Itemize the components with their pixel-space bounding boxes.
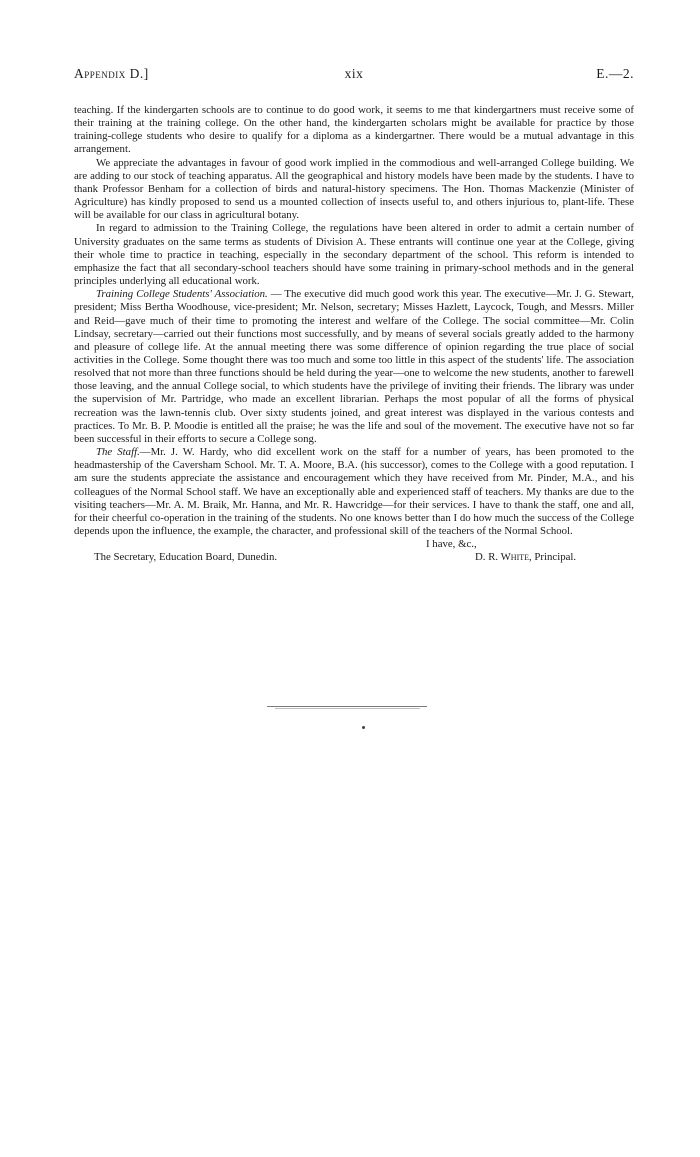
paragraph-building: We appreciate the advantages in favour of good work implied in the commodious and well-arranged College building. We are adding to our stock of teaching apparatus. All the geographical and history models have been made by the students. I have to thank Professor Benham for a collection of birds and natural-history specimens. The Hon. Thomas Mackenzie (Minister of Agriculture) has kindly proposed to send us a mounted collection of insects useful to, and others injurious to, plant-life. These will be available for our class in agricultural botany. <box>74 156 634 222</box>
section-divider-secondary <box>275 708 420 709</box>
staff-text: —Mr. J. W. Hardy, who did excellent work on the staff for a number of years, has been promoted to the headmastership of the Caversham School. Mr. T. A. Moore, B.A. (his successor), comes to the College with a good reputation. I am sure the students appreciate the assistance and encouragement which they have received from Mr. Pinder, M.A., and his colleagues of the Normal School staff. We have an exceptionally able and experienced staff of teachers. My thanks are due to the visiting teachers—Mr. A. M. Braik, Mr. Hanna, and Mr. R. Hawcridge—for their services. I have to thank the staff, one and all, for their cheerful co-operation in the training of the students. No one knows better than I do how much the success of the College depends upon the influence, the example, the character, and professional skill of the teachers of the Normal School. <box>74 446 634 537</box>
closing-block <box>74 538 634 566</box>
paragraph-staff <box>74 446 634 538</box>
signature-name: D. R. White <box>475 551 530 564</box>
paragraph-kindergarten: teaching. If the kindergarten schools are to continue to do good work, it seems to me that kindergartners must receive some of their training at the training college. On the other hand, the kindergarten scholars might be available for practice by those training-college students who desire to qualify for a diploma as a kindergartner. There would be a mutual advantage in this arrangement. <box>74 104 634 156</box>
document-page <box>74 66 634 566</box>
paragraph-admission: In regard to admission to the Training College, the regulations have been altered in order to admit a certain number of University graduates on the same terms as students of Division A. These entrants will continue one year at the College, giving their whole time to practice in teaching, especially in the secondary department of the school. This reform is intended to emphasize the fact that all secondary-school teachers should have some training in primary-school methods and in the general principles underlying all educational work. <box>74 222 634 288</box>
paragraph-association <box>74 288 634 446</box>
closing-salutation: I have, &c., <box>426 538 477 551</box>
page-header <box>74 66 634 88</box>
header-section-code: E.—2. <box>596 66 634 81</box>
printer-mark <box>362 726 365 729</box>
signature-title: , Principal. <box>529 551 577 564</box>
association-heading: Training College Students' Association. <box>96 288 268 301</box>
signature-line <box>475 551 576 564</box>
section-divider <box>267 706 427 707</box>
body-text <box>74 104 634 538</box>
header-page-number: xix <box>344 66 364 81</box>
recipient-line: The Secretary, Education Board, Dunedin. <box>94 551 278 564</box>
association-text: — The executive did much good work this year. The executive—Mr. J. G. Stewart, president; Miss Bertha Woodhouse, vice-president; Mr. Nelson, secretary; Misses Hazlett, Laycock, Tough, and Messrs. Miller and Reid—gave much of their time to promoting the interest and welfare of the College. The social committee—Mr. Colin Lindsay, secretary—carried out their functions most successfully, and by means of several socials greatly added to the harmony and pleasure of college life. At the annual meeting there was some difference of opinion regarding the true place of social activities in the College. Some thought there was too much and some too little in this aspect of the students' life. The association resolved that not more than three functions should be held during the year—one to welcome the new students, another to farewell those leaving, and the annual College social, to which students have the privilege of inviting their friends. The library was under the supervision of Mr. Partridge, who made an excellent librarian. Perhaps the most popular of all the forms of physical recreation was the lawn-tennis club. Over sixty students joined, and great interest was displayed in the various contests and practices. To Mr. B. P. Moodie is entitled all the praise; he was the life and soul of the movement. The executive have not so far been successful in their efforts to secure a College song. <box>74 288 634 445</box>
header-appendix: Appendix D.] <box>74 66 149 81</box>
staff-heading: The Staff. <box>96 446 140 459</box>
